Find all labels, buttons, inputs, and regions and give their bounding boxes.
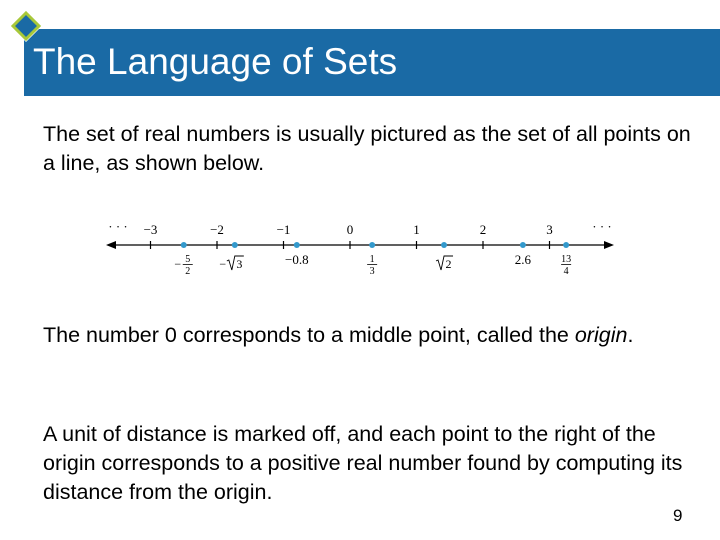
data-point <box>520 242 526 248</box>
tick-label: 1 <box>413 222 420 237</box>
point-label-denominator: 2 <box>185 266 191 277</box>
number-line <box>100 210 620 290</box>
point-label-denominator: 3 <box>369 266 375 277</box>
point-label-sign: − <box>174 257 182 271</box>
tick-label: 2 <box>479 222 487 237</box>
point-label-numerator: 5 <box>185 254 191 265</box>
paragraph-origin <box>43 321 693 350</box>
paragraph-real-numbers: The set of real numbers is usually pictured as the set of all points on a line, as shown below. <box>43 122 691 175</box>
point-label-sign: − <box>219 257 227 271</box>
point-label-numerator: 1 <box>369 254 375 265</box>
point-label-radicand: 2 <box>445 257 452 271</box>
tick-label: −3 <box>143 222 158 237</box>
tick-label: 0 <box>346 222 354 237</box>
tick-label: −1 <box>276 222 291 237</box>
page-number: 9 <box>673 506 683 525</box>
right-arrow <box>604 241 614 249</box>
data-point <box>369 242 375 248</box>
left-arrow <box>106 241 116 249</box>
tick-label: 3 <box>546 222 553 237</box>
slide-title: The Language of Sets <box>33 41 398 82</box>
point-label: −0.8 <box>285 252 309 267</box>
point-label: 2.6 <box>514 252 532 267</box>
data-point <box>563 242 569 248</box>
data-point <box>294 242 300 248</box>
point-label-numerator: 13 <box>561 254 572 265</box>
tick-label: −2 <box>210 222 224 237</box>
data-point <box>232 242 238 248</box>
point-label-radicand: 3 <box>236 257 243 271</box>
origin-term: origin <box>574 323 628 347</box>
data-point <box>181 242 187 248</box>
origin-suffix: . <box>627 323 634 347</box>
point-label-denominator: 4 <box>563 266 569 277</box>
origin-text: The number 0 corresponds to a middle point, called the <box>43 323 575 347</box>
data-point <box>441 242 447 248</box>
paragraph-unit-distance: A unit of distance is marked off, and each point to the right of the origin corresponds to a positive real number found by computing its distance from the origin. <box>43 422 683 504</box>
right-ellipsis: · · · <box>592 219 612 234</box>
left-ellipsis: · · · <box>108 219 128 234</box>
